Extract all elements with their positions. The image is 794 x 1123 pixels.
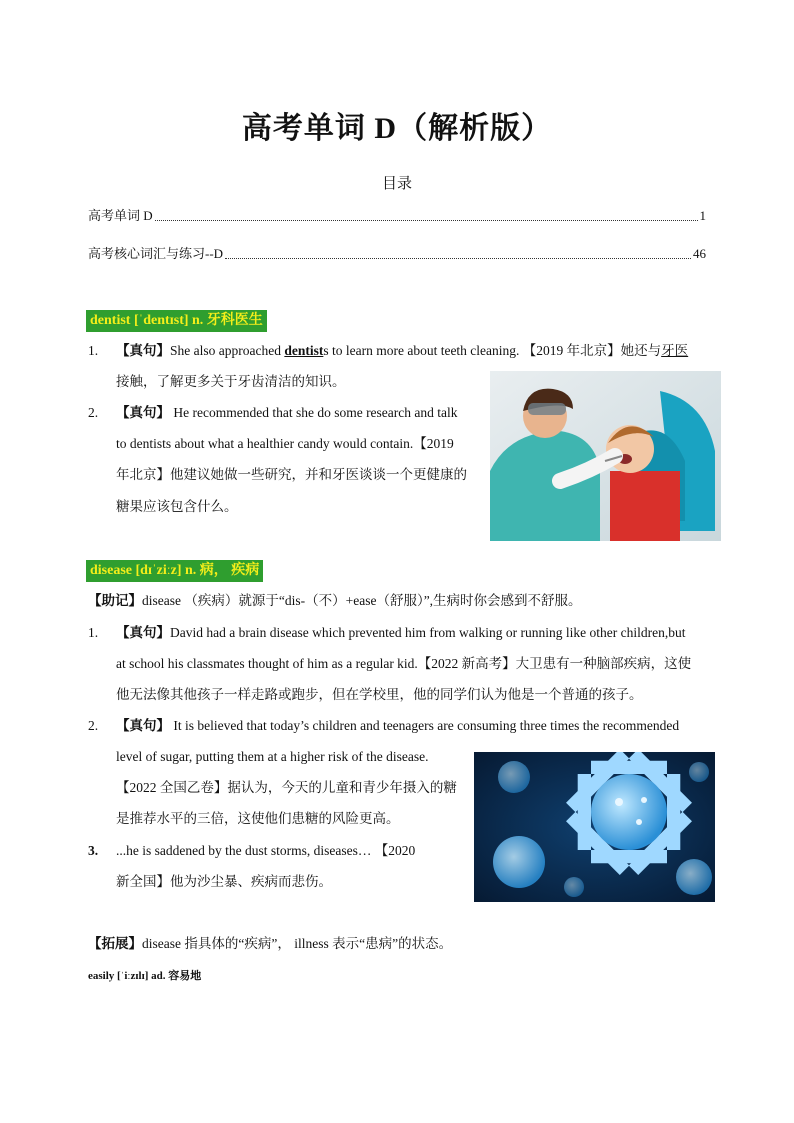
page-title: 高考单词 D（解析版）: [241, 112, 553, 145]
extension-note: 【拓展】disease 指具体的“疾病”， illness 表示“患病”的状态。: [88, 936, 453, 951]
mnemonic: 【助记】disease （疾病）就源于“dis-（不）+ease（舒服）”,生病时你会感到不舒服。: [88, 593, 582, 608]
entry-heading-dentist: dentist [ˈdentɪst] n. 牙科医生: [86, 310, 267, 332]
translation: 新全国】他为沙尘暴、疾病而悲伤。: [116, 874, 332, 889]
toc-item-label: 高考核心词汇与练习--D: [88, 246, 224, 261]
toc-item[interactable]: [88, 205, 706, 224]
entry-heading-disease: disease [dɪˈziːz] n. 病， 疾病: [86, 560, 263, 582]
toc-leader: [225, 258, 691, 259]
keyword: dentist: [284, 343, 324, 358]
translation: 是推荐水平的三倍，这使他们患糖的风险更高。: [116, 811, 400, 826]
toc-item-page: 1: [699, 208, 706, 223]
toc-heading: 目录: [381, 176, 412, 192]
toc-item-label: 高考单词 D: [88, 208, 153, 223]
example-sentence: to dentists about what a healthier candy would contain.【2019: [116, 436, 454, 451]
toc-leader: [155, 220, 698, 221]
tag-label: 【真句】: [116, 343, 170, 358]
example-sentence: 【真句】 He recommended that she do some research and talk: [116, 405, 458, 420]
toc-item-page: 46: [693, 246, 706, 261]
translation: 糖果应该包含什么。: [116, 499, 238, 514]
toc-item[interactable]: [88, 243, 706, 262]
translation: 接触，了解更多关于牙齿清洁的知识。: [116, 374, 346, 389]
example-sentence: 【真句】She also approached dentists to learn more about teeth cleaning. 【2019 年北京】她还与牙医: [116, 343, 689, 358]
item-number: 3.: [88, 843, 99, 858]
next-entry-heading: easily [ˈiːzɪlɪ] ad. 容易地: [88, 970, 202, 982]
example-sentence: ...he is saddened by the dust storms, diseases… 【2020: [116, 843, 416, 858]
item-number: 1.: [88, 343, 99, 358]
item-number: 2.: [88, 718, 99, 733]
translation: 他无法像其他孩子一样走路或跑步，但在学校里，他的同学们认为他是一个普通的孩子。: [116, 687, 643, 702]
source-label: 【2019 年北京】: [522, 343, 621, 358]
example-sentence: 【真句】David had a brain disease which prevented him from walking or running like other children,but: [116, 625, 686, 640]
translation: 【2022 全国乙卷】据认为，今天的儿童和青少年摄入的糖: [116, 780, 457, 795]
dentist-photo: [490, 371, 721, 541]
example-sentence: 【真句】 It is believed that today’s children and teenagers are consuming three times the recommended: [116, 718, 680, 733]
item-number: 2.: [88, 405, 99, 420]
example-sentence: at school his classmates thought of him as a regular kid.【2022 新高考】大卫患有一种脑部疾病，这使: [116, 656, 692, 671]
translation: 年北京】他建议她做一些研究，并和牙医谈谈一个更健康的: [116, 467, 467, 482]
item-number: 1.: [88, 625, 99, 640]
virus-image: [474, 752, 715, 902]
example-sentence: level of sugar, putting them at a higher risk of the disease.: [116, 749, 429, 764]
